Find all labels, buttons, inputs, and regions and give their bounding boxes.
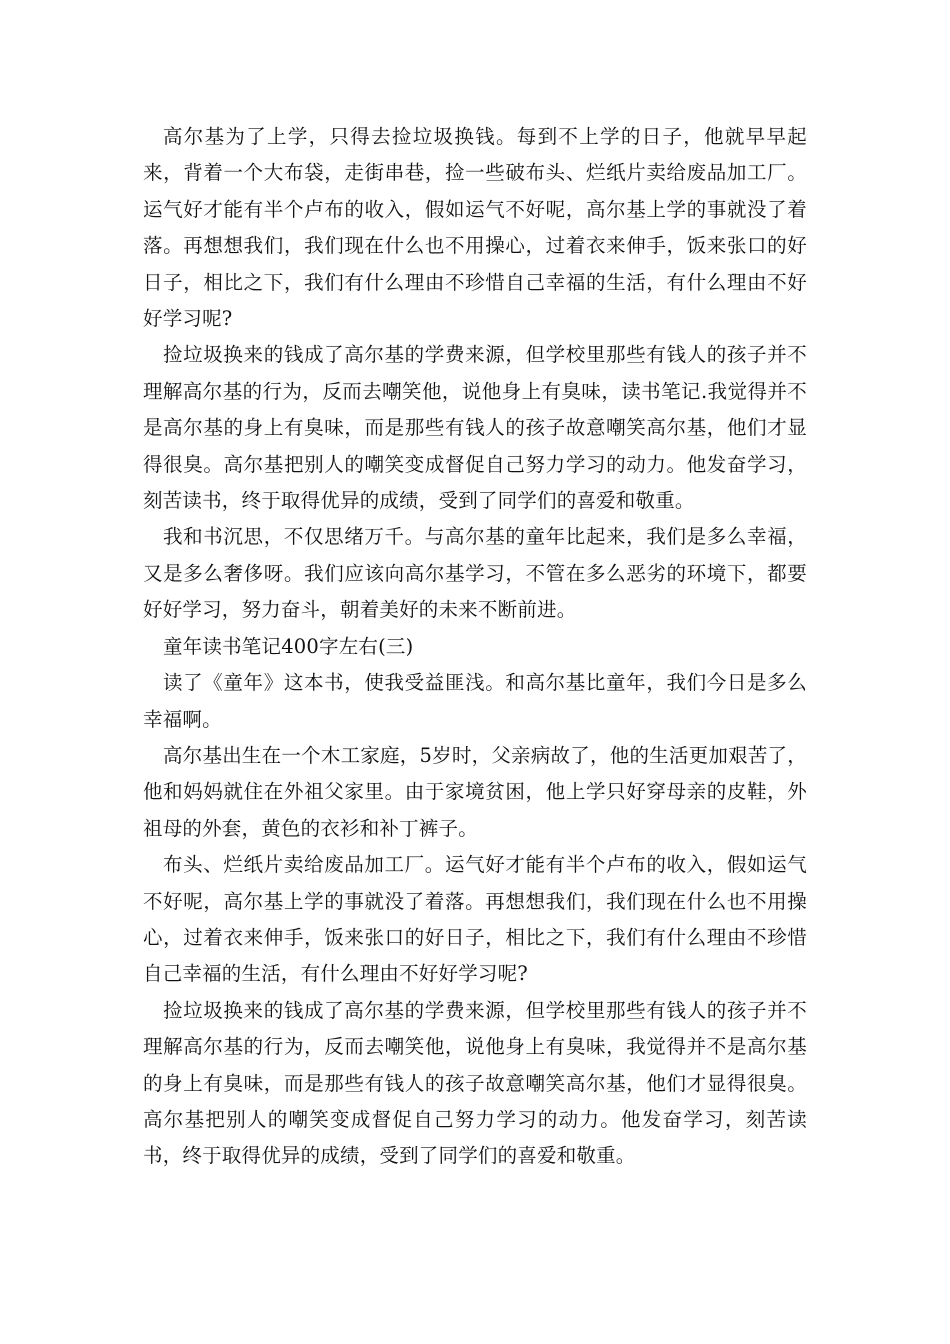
- document-body: [143, 119, 807, 1175]
- paragraph-7: 布头、烂纸片卖给废品加工厂。运气好才能有半个卢布的收入，假如运气不好呢，高尔基上学的事就没了着落。再想想我们，我们现在什么也不用操心，过着衣来伸手，饭来张口的好日子，相比之下，我们有什么理由不珍惜自己幸福的生活，有什么理由不好好学习呢?: [143, 853, 807, 986]
- paragraph-8: 捡垃圾换来的钱成了高尔基的学费来源，但学校里那些有钱人的孩子并不理解高尔基的行为，反而去嘲笑他，说他身上有臭味，我觉得并不是高尔基的身上有臭味，而是那些有钱人的孩子故意嘲笑高尔基，他们才显得很臭。高尔基把别人的嘲笑变成督促自己努力学习的动力。他发奋学习，刻苦读书，终于取得优异的成绩，受到了同学们的喜爱和敬重。: [143, 998, 807, 1168]
- paragraph-1: 高尔基为了上学，只得去捡垃圾换钱。每到不上学的日子，他就早早起来，背着一个大布袋，走街串巷，捡一些破布头、烂纸片卖给废品加工厂。运气好才能有半个卢布的收入，假如运气不好呢，高尔基上学的事就没了着落。再想想我们，我们现在什么也不用操心，过着衣来伸手，饭来张口的好日子，相比之下，我们有什么理由不珍惜自己幸福的生活，有什么理由不好好学习呢?: [143, 125, 807, 331]
- paragraph-2: 捡垃圾换来的钱成了高尔基的学费来源，但学校里那些有钱人的孩子并不理解高尔基的行为，反而去嘲笑他，说他身上有臭味，读书笔记.我觉得并不是高尔基的身上有臭味，而是那些有钱人的孩子故意嘲笑高尔基，他们才显得很臭。高尔基把别人的嘲笑变成督促自己努力学习的动力。他发奋学习，刻苦读书，终于取得优异的成绩，受到了同学们的喜爱和敬重。: [143, 343, 807, 513]
- paragraph-5: 读了《童年》这本书，使我受益匪浅。和高尔基比童年，我们今日是多么幸福啊。: [143, 671, 807, 731]
- section-heading: 童年读书笔记400字左右(三): [163, 634, 414, 658]
- paragraph-6: 高尔基出生在一个木工家庭，5岁时，父亲病故了，他的生活更加艰苦了，他和妈妈就住在外祖父家里。由于家境贫困，他上学只好穿母亲的皮鞋，外祖母的外套，黄色的衣衫和补丁裤子。: [143, 743, 807, 840]
- paragraph-3: 我和书沉思，不仅思绪万千。与高尔基的童年比起来，我们是多么幸福，又是多么奢侈呀。我们应该向高尔基学习，不管在多么恶劣的环境下，都要好好学习，努力奋斗，朝着美好的未来不断前进。: [143, 525, 807, 622]
